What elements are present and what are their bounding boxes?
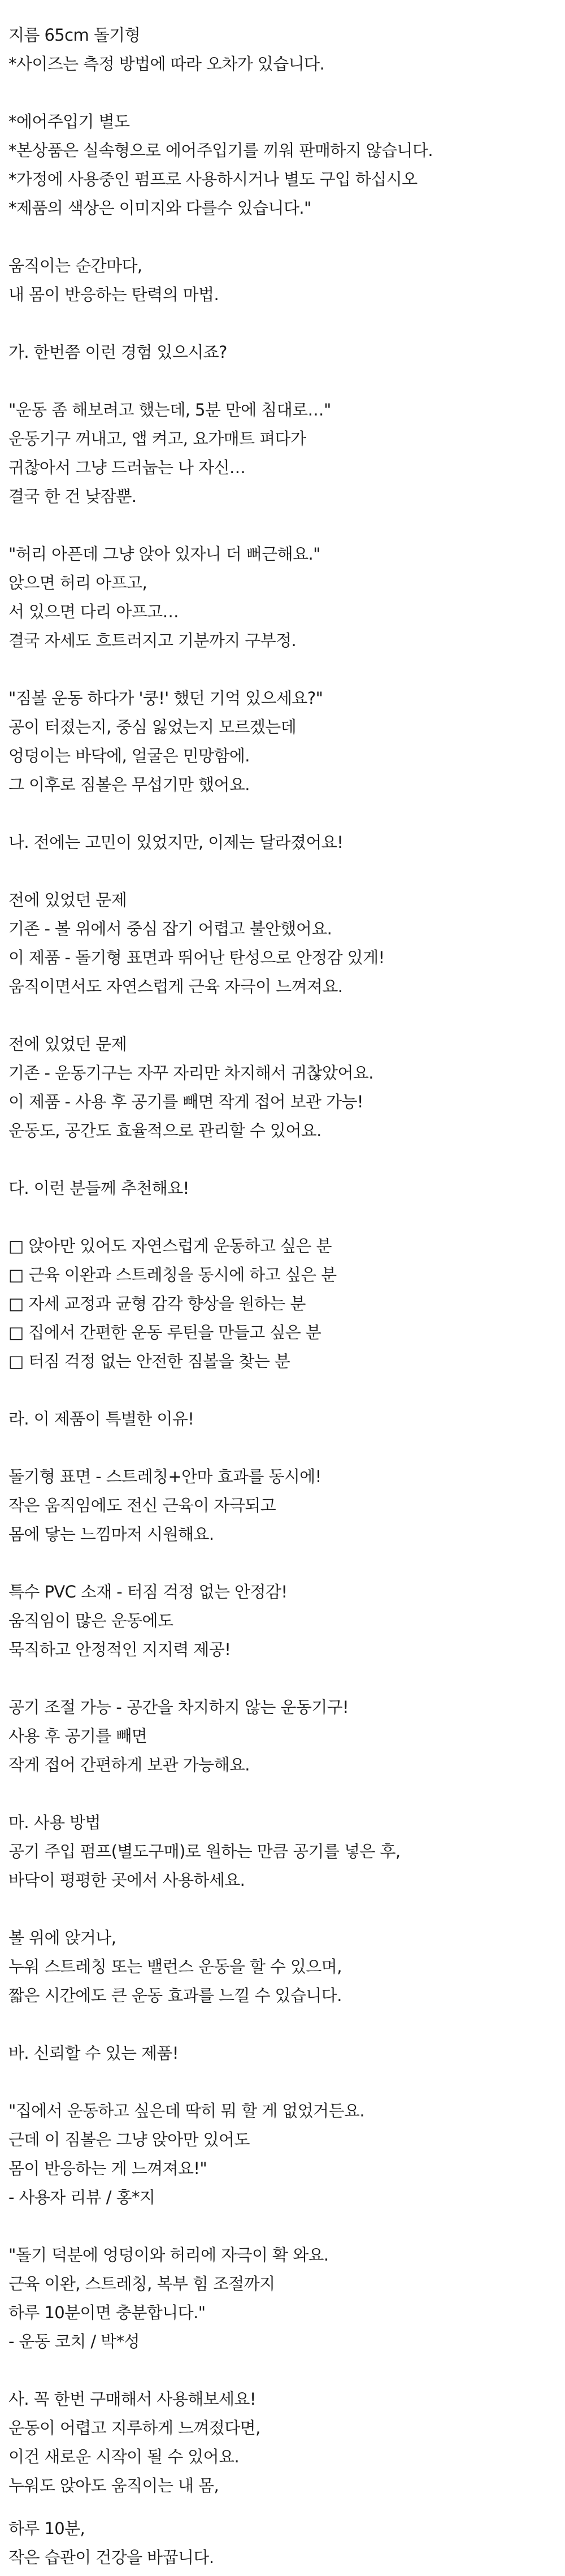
- text-line: 작은 습관이 건강을 바꿉니다.: [8, 2548, 214, 2567]
- section-heading: 라. 이 제품이 특별한 이유!: [8, 1409, 194, 1428]
- text-line: 지름 65cm 돌기형: [8, 25, 141, 45]
- section-heading: 사. 꼭 한번 구매해서 사용해보세요!: [8, 2389, 256, 2409]
- text-line: *본상품은 실속형으로 에어주입기를 끼워 판매하지 않습니다.: [8, 141, 433, 160]
- text-line: 바닥이 평평한 곳에서 사용하세요.: [8, 1871, 245, 1890]
- text-line: 결국 한 건 낮잠뿐.: [8, 487, 137, 506]
- text-line: 하루 10분이면 충분합니다.": [8, 2303, 206, 2322]
- text-line: 이 제품 - 사용 후 공기를 빼면 작게 접어 보관 가능!: [8, 1092, 363, 1111]
- text-line: *사이즈는 측정 방법에 따라 오차가 있습니다.: [8, 54, 325, 73]
- text-line: 움직이는 순간마다,: [8, 256, 142, 275]
- text-line: 이 제품 - 돌기형 표면과 뛰어난 탄성으로 안정감 있게!: [8, 948, 385, 967]
- text-line: 움직임이 많은 운동에도: [8, 1611, 173, 1630]
- text-line: 이건 새로운 시작이 될 수 있어요.: [8, 2447, 240, 2466]
- text-line: 결국 자세도 흐트러지고 기분까지 구부정.: [8, 631, 297, 650]
- checklist-item: □ 근육 이완과 스트레칭을 동시에 하고 싶은 분: [8, 1265, 337, 1284]
- text-line: 기존 - 볼 위에서 중심 잡기 어렵고 불안했어요.: [8, 919, 332, 938]
- review-author: - 사용자 리뷰 / 홍*지: [8, 2188, 155, 2207]
- text-line: *에어주입기 별도: [8, 112, 130, 131]
- text-line: 운동도, 공간도 효율적으로 관리할 수 있어요.: [8, 1121, 321, 1140]
- text-line: 짧은 시간에도 큰 운동 효과를 느낄 수 있습니다.: [8, 1986, 342, 2005]
- text-line: 앉으면 허리 아프고,: [8, 573, 147, 592]
- section-heading: 바. 신뢰할 수 있는 제품!: [8, 2044, 179, 2063]
- checklist-item: □ 집에서 간편한 운동 루틴을 만들고 싶은 분: [8, 1323, 321, 1342]
- text-line: 근데 이 짐볼은 그냥 앉아만 있어도: [8, 2130, 250, 2149]
- quote-line: "짐볼 운동 하다가 '쿵!' 했던 기억 있으세요?": [8, 689, 323, 708]
- text-line: 운동이 어렵고 지루하게 느껴졌다면,: [8, 2418, 260, 2438]
- text-line: 누워 스트레칭 또는 밸런스 운동을 할 수 있으며,: [8, 1957, 342, 1976]
- text-line: 서 있으면 다리 아프고…: [8, 602, 179, 621]
- text-line: 사용 후 공기를 빼면: [8, 1726, 147, 1746]
- text-line: 내 몸이 반응하는 탄력의 마법.: [8, 285, 219, 304]
- text-line: 특수 PVC 소재 - 터짐 걱정 없는 안정감!: [8, 1582, 288, 1601]
- text-line: 하루 10분,: [8, 2519, 85, 2538]
- section-heading: 가. 한번쯤 이런 경험 있으시죠?: [8, 343, 227, 362]
- checklist-item: □ 자세 교정과 균형 감각 향상을 원하는 분: [8, 1294, 306, 1313]
- text-line: 공기 조절 가능 - 공간을 차지하지 않는 운동기구!: [8, 1698, 349, 1717]
- quote-line: "운동 좀 해보려고 했는데, 5분 만에 침대로…": [8, 400, 331, 419]
- text-line: 돌기형 표면 - 스트레칭+안마 효과를 동시에!: [8, 1467, 321, 1486]
- checklist-item: □ 터짐 걱정 없는 안전한 짐볼을 찾는 분: [8, 1352, 290, 1371]
- text-line: *가정에 사용중인 펌프로 사용하시거나 별도 구입 하십시오: [8, 170, 418, 189]
- subheading: 전에 있었던 문제: [8, 890, 127, 910]
- text-line: 몸이 반응하는 게 느껴져요!": [8, 2159, 207, 2178]
- section-heading: 마. 사용 방법: [8, 1813, 101, 1832]
- text-line: 귀찮아서 그냥 드러눕는 나 자신…: [8, 458, 246, 477]
- text-line: 기존 - 운동기구는 자꾸 자리만 차지해서 귀찮았어요.: [8, 1063, 373, 1083]
- checklist-item: □ 앉아만 있어도 자연스럽게 운동하고 싶은 분: [8, 1236, 332, 1255]
- text-line: 작은 움직임에도 전신 근육이 자극되고: [8, 1496, 276, 1515]
- text-line: 운동기구 꺼내고, 앱 켜고, 요가매트 펴다가: [8, 429, 306, 448]
- text-line: 작게 접어 간편하게 보관 가능해요.: [8, 1755, 250, 1774]
- text-line: 움직이면서도 자연스럽게 근육 자극이 느껴져요.: [8, 977, 343, 996]
- text-line: 누워도 앉아도 움직이는 내 몸,: [8, 2476, 219, 2495]
- text-line: 엉덩이는 바닥에, 얼굴은 민망함에.: [8, 746, 250, 765]
- text-line: 몸에 닿는 느낌마저 시원해요.: [8, 1525, 214, 1544]
- text-line: 공이 터졌는지, 중심 잃었는지 모르겠는데: [8, 717, 297, 737]
- quote-line: "집에서 운동하고 싶은데 딱히 뭐 할 게 없었거든요.: [8, 2101, 364, 2120]
- text-line: 근육 이완, 스트레칭, 복부 힘 조절까지: [8, 2274, 275, 2293]
- text-line: 볼 위에 앉거나,: [8, 1928, 116, 1947]
- subheading: 전에 있었던 문제: [8, 1034, 127, 1054]
- text-line: *제품의 색상은 이미지와 다를수 있습니다.": [8, 198, 311, 218]
- section-heading: 나. 전에는 고민이 있었지만, 이제는 달라졌어요!: [8, 833, 344, 852]
- quote-line: "돌기 덕분에 엉덩이와 허리에 자극이 확 와요.: [8, 2245, 329, 2265]
- text-line: 묵직하고 안정적인 지지력 제공!: [8, 1640, 231, 1659]
- review-author: - 운동 코치 / 박*성: [8, 2332, 140, 2351]
- section-heading: 다. 이런 분들께 추천해요!: [8, 1179, 189, 1198]
- text-line: 그 이후로 짐볼은 무섭기만 했어요.: [8, 775, 250, 794]
- text-line: 공기 주입 펌프(별도구매)로 원하는 만큼 공기를 넣은 후,: [8, 1842, 401, 1861]
- quote-line: "허리 아픈데 그냥 앉아 있자니 더 뻐근해요.": [8, 544, 320, 564]
